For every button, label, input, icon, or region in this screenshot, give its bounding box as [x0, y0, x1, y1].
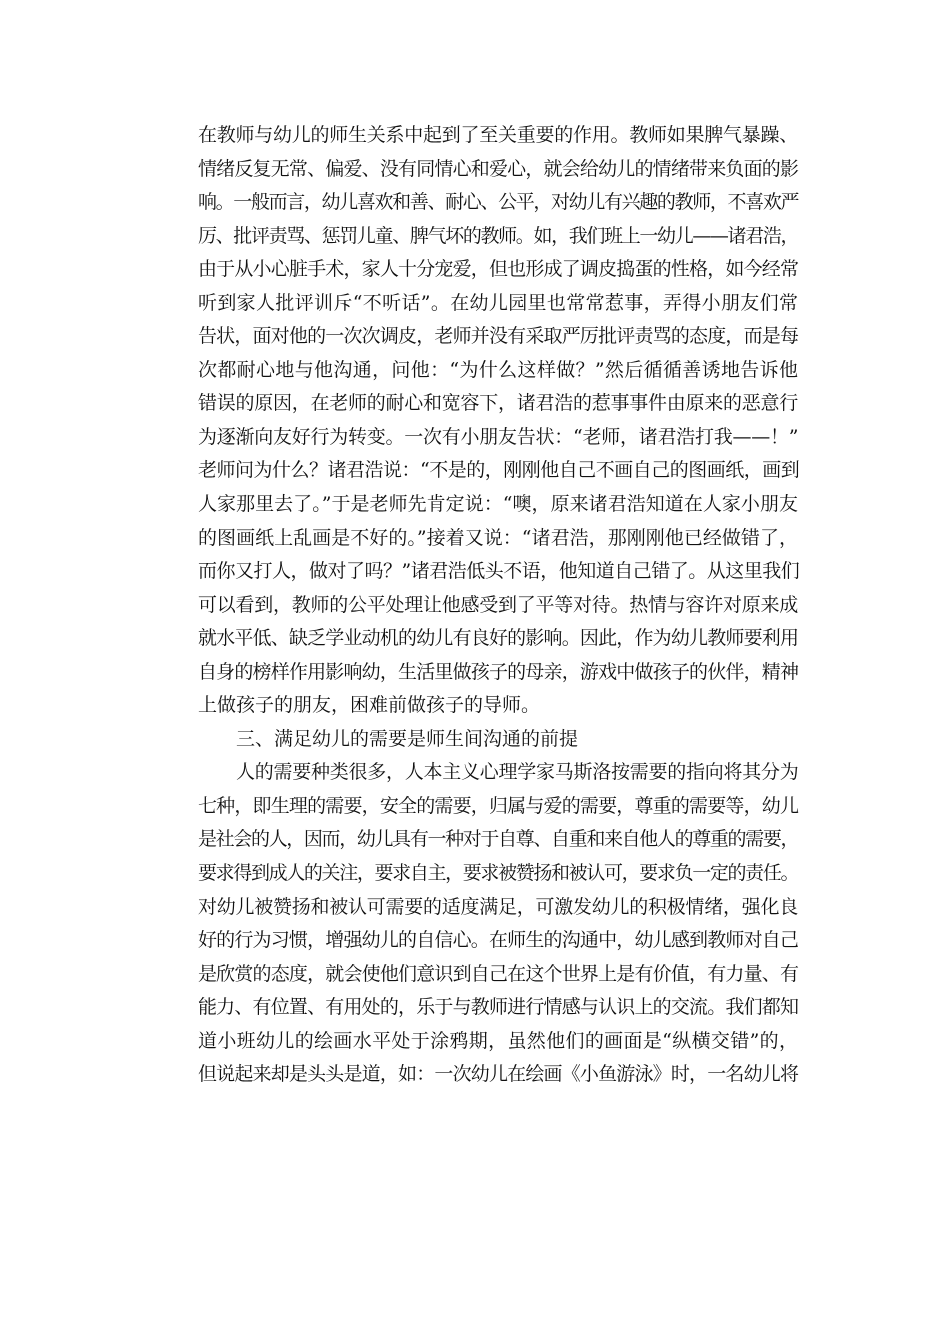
text-line: 道小班幼儿的绘画水平处于涂鸦期，虽然他们的画面是“纵横交错”的，: [198, 1029, 798, 1052]
text-line: 人家那里去了。”于是老师先肯定说：“噢，原来诸君浩知道在人家小朋友: [198, 493, 798, 516]
text-line: 为逐渐向友好行为转变。一次有小朋友告状：“老师，诸君浩打我——！”: [198, 425, 799, 448]
text-line: 是欣赏的态度，就会使他们意识到自己在这个世界上是有价值，有力量、有: [198, 962, 798, 985]
text-line: 能力、有位置、有用处的，乐于与教师进行情感与认识上的交流。我们都知: [198, 996, 798, 1019]
text-line: 厉、批评责骂、惩罚儿童、脾气坏的教师。如，我们班上一幼儿——诸君浩，: [198, 224, 798, 247]
text-line: 老师问为什么？诸君浩说：“不是的，刚刚他自己不画自己的图画纸，画到: [198, 459, 800, 482]
text-line: 告状，面对他的一次次调皮，老师并没有采取严厉批评责骂的态度，而是每: [198, 325, 798, 348]
text-line: 错误的原因，在老师的耐心和宽容下，诸君浩的惹事事件由原来的恶意行: [198, 392, 799, 415]
text-line: 对幼儿被赞扬和被认可需要的适度满足，可激发幼儿的积极情绪，强化良: [198, 895, 799, 918]
text-line: 情绪反复无常、偏爱、没有同情心和爱心，就会给幼儿的情绪带来负面的影: [198, 157, 798, 180]
section-heading: 三、满足幼儿的需要是师生间沟通的前提: [236, 727, 579, 750]
paragraph-end-line: 上做孩子的朋友，困难前做孩子的导师。: [198, 694, 541, 717]
text-line: 是社会的人，因而，幼儿具有一种对于自尊、自重和来自他人的尊重的需要，: [198, 828, 798, 851]
text-line: 就水平低、缺乏学业动机的幼儿有良好的影响。因此，作为幼儿教师要利用: [198, 627, 798, 650]
text-line: 但说起来却是头头是道，如：一次幼儿在绘画《小鱼游泳》时，一名幼儿将: [198, 1063, 798, 1086]
text-line: 七种，即生理的需要，安全的需要，归属与爱的需要，尊重的需要等，幼儿: [198, 794, 798, 817]
text-line: 响。一般而言，幼儿喜欢和善、耐心、公平，对幼儿有兴趣的教师，不喜欢严: [198, 191, 798, 214]
text-line: 要求得到成人的关注，要求自主，要求被赞扬和被认可，要求负一定的责任。: [198, 862, 798, 885]
text-line: 而你又打人，做对了吗？”诸君浩低头不语，他知道自己错了。从这里我们: [198, 560, 800, 583]
text-line: 次都耐心地与他沟通，问他：“为什么这样做？”然后循循善诱地告诉他: [198, 358, 798, 381]
document-text: [198, 119, 798, 1092]
text-line: 自身的榜样作用影响幼，生活里做孩子的母亲，游戏中做孩子的伙伴，精神: [198, 660, 798, 683]
text-line: 可以看到，教师的公平处理让他感受到了平等对待。热情与容许对原来成: [198, 593, 799, 616]
text-line: 由于从小心脏手术，家人十分宠爱，但也形成了调皮捣蛋的性格，如今经常: [198, 258, 798, 281]
text-line: 好的行为习惯，增强幼儿的自信心。在师生的沟通中，幼儿感到教师对自己: [198, 929, 798, 952]
paragraph-first-line: 人的需要种类很多，人本主义心理学家马斯洛按需要的指向将其分为: [236, 761, 799, 784]
text-line: 的图画纸上乱画是不好的。”接着又说：“诸君浩，那刚刚他已经做错了，: [198, 526, 798, 549]
text-line: 在教师与幼儿的师生关系中起到了至关重要的作用。教师如果脾气暴躁、: [198, 124, 799, 146]
text-line: 听到家人批评训斥“不听话”。在幼儿园里也常常惹事，弄得小朋友们常: [198, 291, 798, 314]
